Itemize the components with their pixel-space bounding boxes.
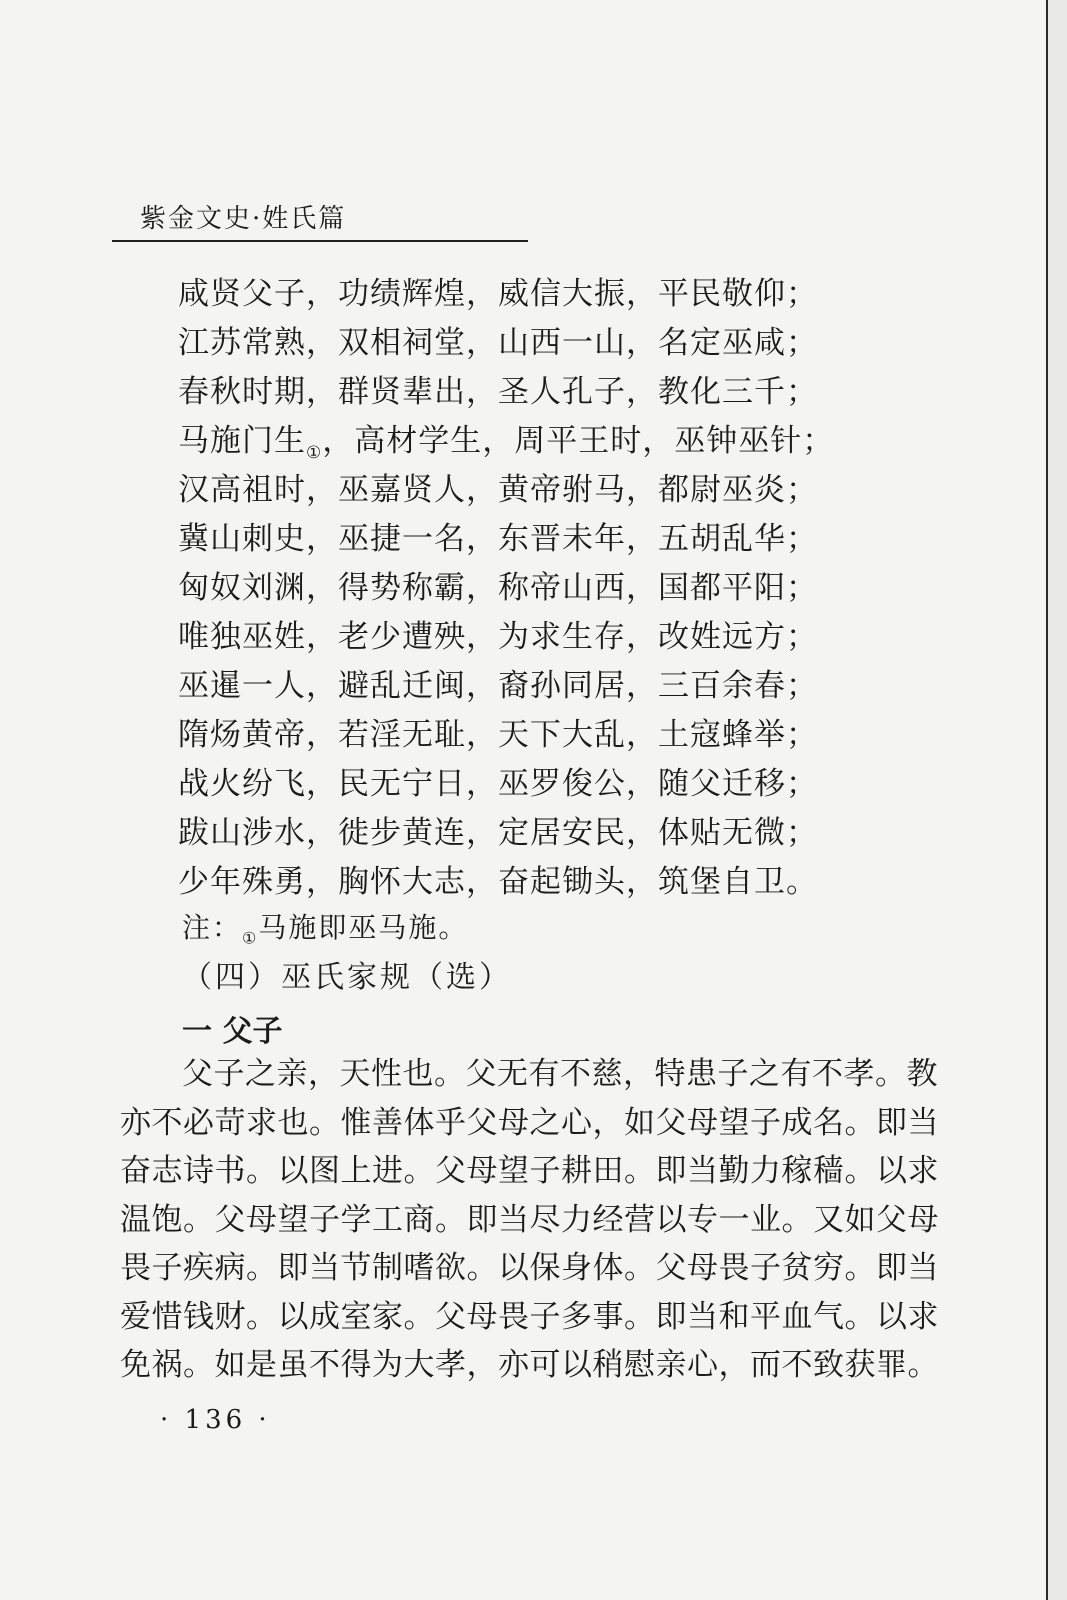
- footnote-prefix: 注：: [182, 911, 243, 944]
- poem-line: 冀山刺史，巫捷一名，东晋未年，五胡乱华；: [178, 521, 818, 557]
- prose-line: 父子之亲，天性也。父无有不慈，特患子之有不孝。教: [182, 1056, 938, 1092]
- running-header: 紫金文史·姓氏篇: [140, 204, 347, 234]
- poem-line: 巫暹一人，避乱迁闽，裔孙同居，三百余春；: [178, 668, 818, 704]
- section-heading: （四）巫氏家规（选）: [182, 960, 512, 995]
- page-number: · 136 ·: [160, 1405, 271, 1435]
- footnote: [182, 906, 468, 948]
- footnote-text: 马施即巫马施。: [258, 911, 469, 944]
- poem-line-rest: ，高材学生，周平王时，巫钟巫针；: [322, 423, 835, 459]
- header-rule: [112, 240, 528, 242]
- poem-line: 跋山涉水，徙步黄连，定居安民，体贴无微；: [178, 815, 818, 851]
- poem-line: 江苏常熟，双相祠堂，山西一山，名定巫咸；: [178, 325, 818, 361]
- footnote-marker: ①: [242, 928, 259, 948]
- sub-heading: 一 父子: [182, 1014, 283, 1049]
- prose-line: 奋志诗书。以图上进。父母望子耕田。即当勤力稼穑。以求: [120, 1153, 939, 1189]
- prose-line: 温饱。父母望子学工商。即当尽力经营以专一业。又如父母: [120, 1201, 939, 1238]
- prose-line: 畏子疾病。即当节制嗜欲。以保身体。父母畏子贫穷。即当: [120, 1250, 939, 1286]
- poem-line: 隋炀黄帝，若淫无耻，天下大乱，土寇蜂举；: [178, 717, 818, 753]
- page-margin-shade: [1048, 0, 1067, 1600]
- prose-paragraph: [120, 1050, 939, 1390]
- page-edge-line: [1046, 0, 1048, 1600]
- poem-line: 春秋时期，群贤辈出，圣人孔子，教化三千；: [178, 374, 818, 410]
- poem-line: 匈奴刘渊，得势称霸，称帝山西，国都平阳；: [178, 570, 818, 606]
- poem-line: 战火纷飞，民无宁日，巫罗俊公，随父迁移；: [178, 766, 818, 802]
- poem-line: 少年殊勇，胸怀大志，奋起锄头，筑堡自卫。: [178, 864, 818, 900]
- footnote-marker: ①: [306, 443, 323, 464]
- poem-line: 汉高祖时，巫嘉贤人，黄帝驸马，都尉巫炎；: [178, 472, 818, 508]
- prose-line: 免祸。如是虽不得为大孝，亦可以稍慰亲心，而不致获罪。: [120, 1347, 939, 1383]
- poem-block: [178, 270, 834, 907]
- prose-line: 爱惜钱财。以成室家。父母畏子多事。即当和平血气。以求: [120, 1298, 939, 1335]
- poem-line: 咸贤父子，功绩辉煌，威信大振，平民敬仰；: [178, 276, 818, 312]
- poem-line: [178, 417, 834, 466]
- prose-line: 亦不必苛求也。惟善体乎父母之心，如父母望子成名。即当: [120, 1104, 939, 1141]
- poem-line: 唯独巫姓，老少遭殃，为求生存，改姓远方；: [178, 619, 818, 655]
- poem-line-start: 马施门生: [178, 423, 306, 459]
